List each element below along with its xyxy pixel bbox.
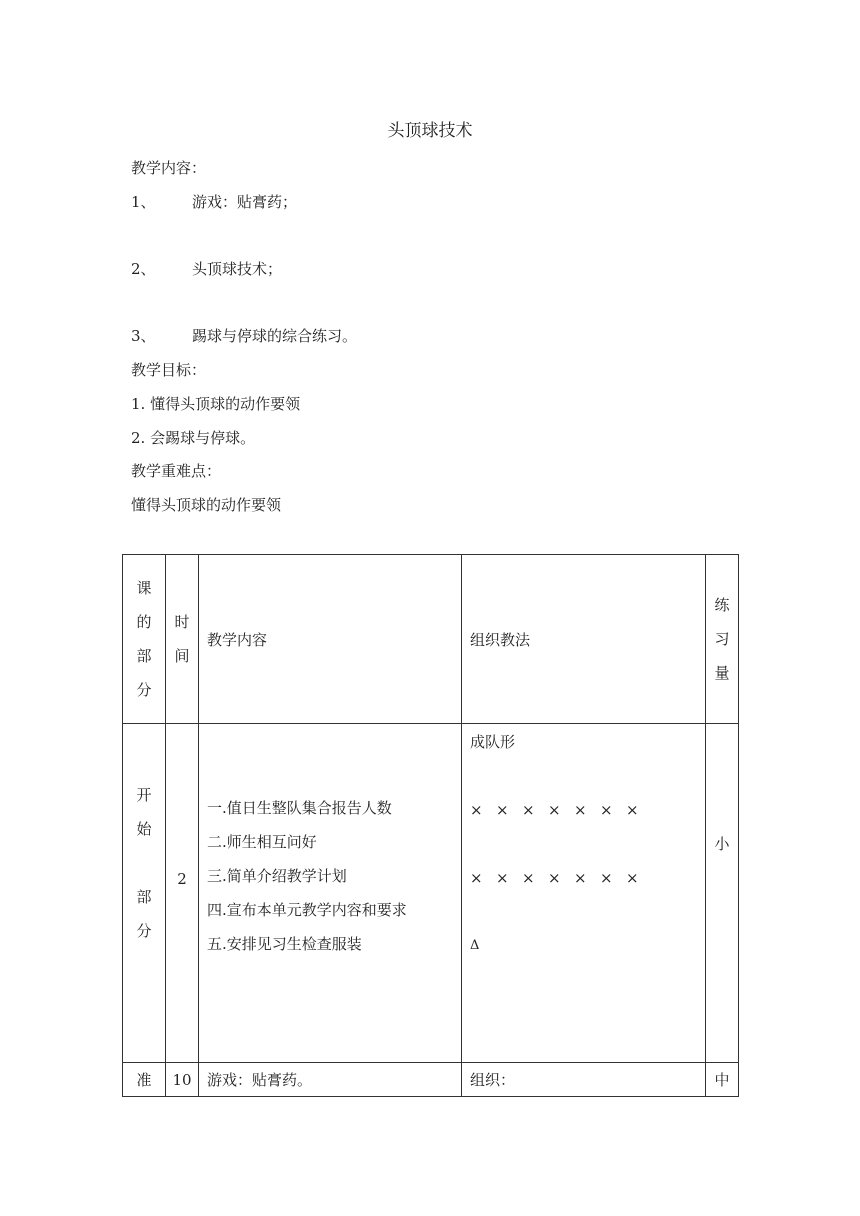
content-item (131, 191, 297, 212)
content-item-text: 头顶球技术； (192, 260, 283, 278)
goal-item: 1. 懂得头顶球的动作要领 (131, 395, 301, 413)
content-item (131, 258, 282, 279)
row-part: 准 (123, 1063, 166, 1097)
content-line: 三.简单介绍教学计划 (207, 867, 347, 885)
formation-row: × × × × × × × (470, 801, 639, 819)
content-line: 二.师生相互问好 (207, 833, 317, 851)
content-item-text: 踢球与停球的综合练习。 (192, 327, 358, 345)
header-time: 时 间 (166, 555, 199, 724)
content-item-number: 1、 (131, 193, 156, 211)
row-amount: 小 (706, 724, 739, 1063)
row-method: 组织： (462, 1063, 706, 1097)
content-line: 四.宣布本单元教学内容和要求 (207, 901, 407, 919)
table-header-row (123, 555, 739, 724)
row-method (462, 724, 706, 1063)
content-item-text: 游戏：贴膏药； (192, 193, 298, 211)
method-heading: 成队形 (470, 733, 516, 751)
row-content: 游戏：贴膏药。 (199, 1063, 462, 1097)
key-heading: 教学重难点： (131, 462, 222, 480)
row-time: 2 (166, 724, 199, 1063)
header-method: 组织教法 (462, 555, 706, 724)
table-row (123, 724, 739, 1063)
formation-row: × × × × × × × (470, 869, 639, 887)
page-title: 头顶球技术 (387, 121, 473, 141)
content-item-number: 3、 (131, 327, 156, 345)
row-time: 10 (166, 1063, 199, 1097)
row-content (199, 724, 462, 1063)
key-text: 懂得头顶球的动作要领 (131, 496, 282, 514)
content-item (131, 325, 357, 346)
goals-heading: 教学目标： (131, 361, 207, 379)
goal-item: 2. 会踢球与停球。 (131, 429, 256, 447)
table-row (123, 1063, 739, 1097)
header-content: 教学内容 (199, 555, 462, 724)
header-part: 课 的 部 分 (123, 555, 166, 724)
content-line: 五.安排见习生检查服装 (207, 935, 362, 953)
teacher-mark: Δ (470, 938, 480, 953)
lesson-plan-table (122, 554, 739, 1097)
content-heading: 教学内容： (131, 159, 207, 177)
content-item-number: 2、 (131, 260, 156, 278)
row-part: 开 始 部 分 (123, 724, 166, 1063)
row-amount: 中 (706, 1063, 739, 1097)
header-amount: 练 习 量 (706, 555, 739, 724)
content-line: 一.值日生整队集合报告人数 (207, 799, 392, 817)
